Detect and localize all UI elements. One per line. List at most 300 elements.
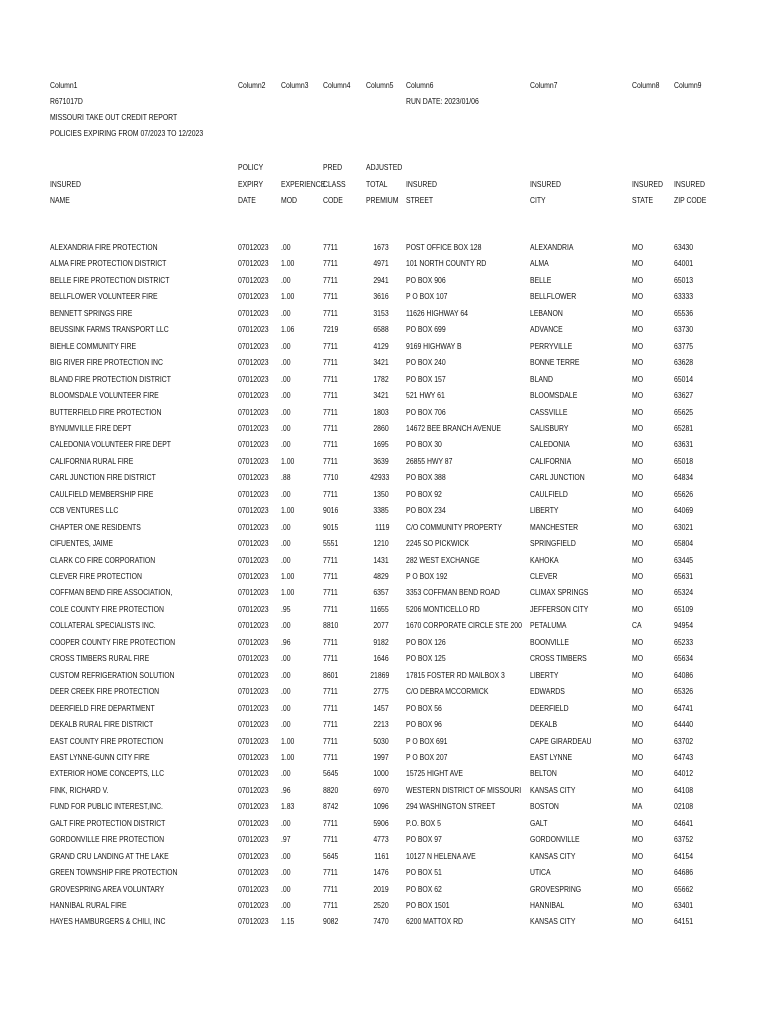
- cell-name: CHAPTER ONE RESIDENTS: [50, 521, 141, 532]
- cell-state: MO: [632, 735, 644, 746]
- cell-experience-mod: .00: [281, 669, 291, 680]
- cell-city: LIBERTY: [530, 505, 559, 516]
- cell-class-code: 7711: [323, 587, 338, 598]
- cell-street: PO BOX 62: [406, 883, 442, 894]
- cell-street: PO BOX 906: [406, 274, 446, 285]
- cell-street: 6200 MATTOX RD: [406, 916, 464, 927]
- cell-zip: 65634: [674, 653, 694, 664]
- cell-experience-mod: .00: [281, 883, 291, 894]
- cell-premium: 1096: [373, 801, 389, 812]
- cell-premium: 9182: [373, 636, 389, 647]
- cell-state: MO: [632, 357, 644, 368]
- cell-name: BLOOMSDALE VOLUNTEER FIRE: [50, 390, 159, 401]
- cell-premium: 6970: [373, 784, 389, 795]
- cell-city: GROVESPRING: [530, 883, 582, 894]
- column-header: Column6: [406, 80, 434, 90]
- cell-expiry-date: 07012023: [238, 751, 269, 762]
- field-header-premium: ADJUSTED: [366, 162, 403, 172]
- cell-city: CAPE GIRARDEAU: [530, 735, 592, 746]
- cell-name: CLEVER FIRE PROTECTION: [50, 571, 142, 581]
- cell-premium: 1673: [373, 242, 389, 252]
- cell-expiry-date: 07012023: [238, 390, 269, 401]
- cell-street: PO BOX 706: [406, 406, 446, 417]
- cell-premium: 3153: [373, 307, 389, 318]
- cell-class-code: 9082: [323, 916, 339, 927]
- cell-state: MO: [632, 521, 644, 532]
- cell-street: 2245 SO PICKWICK: [406, 538, 469, 549]
- cell-state: MO: [632, 390, 644, 401]
- cell-experience-mod: 1.15: [281, 916, 295, 927]
- cell-experience-mod: .00: [281, 686, 291, 697]
- cell-class-code: 7711: [323, 834, 338, 845]
- cell-expiry-date: 07012023: [238, 801, 269, 812]
- field-header-state: STATE: [632, 195, 654, 205]
- cell-expiry-date: 07012023: [238, 488, 269, 499]
- cell-street: PO BOX 51: [406, 867, 442, 878]
- cell-experience-mod: .00: [281, 653, 291, 664]
- cell-expiry-date: 07012023: [238, 406, 269, 417]
- cell-city: BELLE: [530, 274, 552, 285]
- cell-street: 282 WEST EXCHANGE: [406, 554, 480, 565]
- cell-zip: 02108: [674, 801, 694, 812]
- cell-expiry-date: 07012023: [238, 439, 269, 450]
- cell-experience-mod: .88: [281, 472, 291, 483]
- cell-zip: 64108: [674, 784, 694, 795]
- cell-name: DEKALB RURAL FIRE DISTRICT: [50, 719, 154, 730]
- cell-state: MO: [632, 686, 644, 697]
- cell-city: BLAND: [530, 373, 553, 384]
- cell-city: UTICA: [530, 867, 551, 878]
- cell-name: EAST COUNTY FIRE PROTECTION: [50, 735, 164, 746]
- cell-premium: 5906: [373, 817, 389, 828]
- cell-state: MO: [632, 291, 644, 302]
- cell-premium: 4829: [373, 571, 389, 581]
- cell-city: GORDONVILLE: [530, 834, 580, 845]
- cell-class-code: 8742: [323, 801, 339, 812]
- cell-class-code: 7711: [323, 406, 338, 417]
- cell-zip: 64001: [674, 258, 694, 269]
- cell-state: MO: [632, 669, 644, 680]
- cell-street: 521 HWY 61: [406, 390, 445, 401]
- cell-experience-mod: 1.06: [281, 324, 295, 335]
- cell-street: PO BOX 56: [406, 702, 442, 713]
- cell-street: PO BOX 1501: [406, 900, 450, 910]
- cell-expiry-date: 07012023: [238, 422, 269, 433]
- column-header: Column1: [50, 80, 78, 90]
- cell-city: PETALUMA: [530, 620, 567, 631]
- cell-name: BELLFLOWER VOLUNTEER FIRE: [50, 291, 158, 302]
- cell-zip: 65013: [674, 274, 694, 285]
- cell-name: CCB VENTURES LLC: [50, 505, 119, 516]
- cell-class-code: 5551: [323, 538, 339, 549]
- cell-street: PO BOX 157: [406, 373, 446, 384]
- cell-name: COOPER COUNTY FIRE PROTECTION: [50, 636, 176, 647]
- cell-state: MO: [632, 834, 644, 845]
- cell-name: CIFUENTES, JAIME: [50, 538, 113, 549]
- cell-premium: 3421: [373, 390, 389, 401]
- cell-city: CAULFIELD: [530, 488, 568, 499]
- cell-premium: 1782: [373, 373, 389, 384]
- cell-experience-mod: 1.00: [281, 291, 295, 302]
- cell-state: MO: [632, 916, 644, 927]
- cell-experience-mod: 1.00: [281, 735, 295, 746]
- cell-class-code: 7711: [323, 751, 338, 762]
- cell-city: ALMA: [530, 258, 549, 269]
- cell-city: EAST LYNNE: [530, 751, 573, 762]
- cell-street: 5206 MONTICELLO RD: [406, 603, 480, 614]
- cell-street: PO BOX 234: [406, 505, 446, 516]
- field-header-zip: INSURED: [674, 178, 705, 189]
- cell-city: KANSAS CITY: [530, 784, 576, 795]
- cell-zip: 63730: [674, 324, 694, 335]
- cell-premium: 42933: [369, 472, 389, 483]
- cell-class-code: 7711: [323, 422, 338, 433]
- cell-city: CLIMAX SPRINGS: [530, 587, 589, 598]
- cell-class-code: 7711: [323, 883, 338, 894]
- cell-premium: 3639: [373, 455, 389, 466]
- cell-zip: 63445: [674, 554, 694, 565]
- cell-expiry-date: 07012023: [238, 587, 269, 598]
- cell-experience-mod: .00: [281, 900, 291, 910]
- cell-experience-mod: .96: [281, 636, 291, 647]
- cell-premium: 11655: [370, 603, 389, 614]
- cell-state: MO: [632, 702, 644, 713]
- cell-name: BELLE FIRE PROTECTION DISTRICT: [50, 274, 170, 285]
- cell-expiry-date: 07012023: [238, 554, 269, 565]
- cell-zip: 65626: [674, 488, 694, 499]
- cell-class-code: 7219: [323, 324, 339, 335]
- cell-expiry-date: 07012023: [238, 883, 269, 894]
- cell-premium: 1000: [373, 768, 389, 779]
- cell-city: MANCHESTER: [530, 521, 579, 532]
- field-header-class-code: PRED: [323, 162, 343, 172]
- column-header: Column9: [674, 80, 702, 90]
- column-header: Column4: [323, 80, 351, 90]
- cell-expiry-date: 07012023: [238, 686, 269, 697]
- cell-class-code: 7711: [323, 603, 338, 614]
- cell-state: MO: [632, 324, 644, 335]
- cell-name: CALIFORNIA RURAL FIRE: [50, 455, 134, 466]
- cell-state: MO: [632, 472, 644, 483]
- cell-name: COFFMAN BEND FIRE ASSOCIATION,: [50, 587, 173, 598]
- cell-experience-mod: 1.83: [281, 801, 295, 812]
- cell-zip: 63702: [674, 735, 694, 746]
- cell-expiry-date: 07012023: [238, 603, 269, 614]
- cell-zip: 65233: [674, 636, 694, 647]
- cell-class-code: 7711: [323, 439, 338, 450]
- cell-zip: 64086: [674, 669, 694, 680]
- cell-city: SPRINGFIELD: [530, 538, 576, 549]
- cell-name: GRAND CRU LANDING AT THE LAKE: [50, 850, 169, 861]
- cell-state: MO: [632, 653, 644, 664]
- cell-city: PERRYVILLE: [530, 340, 573, 351]
- cell-premium: 2019: [373, 883, 389, 894]
- cell-class-code: 7711: [323, 291, 338, 302]
- cell-name: BUTTERFIELD FIRE PROTECTION: [50, 406, 162, 417]
- cell-zip: 65326: [674, 686, 694, 697]
- cell-class-code: 7711: [323, 900, 338, 910]
- cell-city: CROSS TIMBERS: [530, 653, 587, 664]
- cell-name: BLAND FIRE PROTECTION DISTRICT: [50, 373, 171, 384]
- field-header-name: INSURED: [50, 178, 81, 189]
- cell-expiry-date: 07012023: [238, 242, 269, 252]
- cell-zip: 63430: [674, 242, 694, 252]
- cell-zip: 64741: [674, 702, 694, 713]
- cell-city: JEFFERSON CITY: [530, 603, 589, 614]
- cell-zip: 65324: [674, 587, 694, 598]
- cell-premium: 7470: [373, 916, 389, 927]
- cell-state: MO: [632, 636, 644, 647]
- cell-class-code: 7711: [323, 274, 338, 285]
- cell-zip: 63628: [674, 357, 694, 368]
- cell-premium: 3616: [373, 291, 389, 302]
- cell-experience-mod: .00: [281, 768, 291, 779]
- cell-street: P O BOX 192: [406, 571, 448, 581]
- cell-expiry-date: 07012023: [238, 669, 269, 680]
- cell-class-code: 7710: [323, 472, 339, 483]
- cell-city: GALT: [530, 817, 548, 828]
- cell-expiry-date: 07012023: [238, 850, 269, 861]
- cell-experience-mod: .00: [281, 554, 291, 565]
- cell-street: PO BOX 30: [406, 439, 442, 450]
- cell-name: FINK, RICHARD V.: [50, 784, 109, 795]
- cell-state: MO: [632, 850, 644, 861]
- cell-street: PO BOX 699: [406, 324, 446, 335]
- cell-street: C/O COMMUNITY PROPERTY: [406, 521, 502, 532]
- cell-state: MO: [632, 768, 644, 779]
- cell-state: MO: [632, 488, 644, 499]
- cell-class-code: 9015: [323, 521, 339, 532]
- cell-experience-mod: 1.00: [281, 571, 295, 581]
- cell-zip: 64151: [674, 916, 694, 927]
- cell-state: MO: [632, 258, 644, 269]
- cell-expiry-date: 07012023: [238, 834, 269, 845]
- cell-zip: 65662: [674, 883, 694, 894]
- field-header-experience-mod: MOD: [281, 195, 298, 205]
- cell-street: 14672 BEE BRANCH AVENUE: [406, 422, 501, 433]
- column-header: Column5: [366, 80, 394, 90]
- cell-state: MO: [632, 883, 644, 894]
- report-subtitle: POLICIES EXPIRING FROM 07/2023 TO 12/2023: [50, 128, 204, 138]
- cell-class-code: 7711: [323, 258, 338, 269]
- cell-state: MO: [632, 373, 644, 384]
- cell-premium: 1476: [373, 867, 389, 878]
- cell-street: 294 WASHINGTON STREET: [406, 801, 496, 812]
- cell-zip: 63333: [674, 291, 694, 302]
- cell-expiry-date: 07012023: [238, 571, 269, 581]
- cell-name: CLARK CO FIRE CORPORATION: [50, 554, 156, 565]
- cell-premium: 4129: [373, 340, 389, 351]
- cell-zip: 63627: [674, 390, 694, 401]
- cell-class-code: 7711: [323, 702, 338, 713]
- cell-name: GORDONVILLE FIRE PROTECTION: [50, 834, 165, 845]
- cell-zip: 65281: [674, 422, 694, 433]
- cell-experience-mod: .00: [281, 307, 291, 318]
- cell-class-code: 5645: [323, 768, 339, 779]
- cell-class-code: 8601: [323, 669, 339, 680]
- cell-street: 1670 CORPORATE CIRCLE STE 200: [406, 620, 522, 631]
- cell-expiry-date: 07012023: [238, 274, 269, 285]
- cell-experience-mod: .97: [281, 834, 291, 845]
- cell-street: 26855 HWY 87: [406, 455, 453, 466]
- cell-class-code: 7711: [323, 719, 338, 730]
- cell-experience-mod: 1.00: [281, 751, 295, 762]
- cell-experience-mod: .00: [281, 406, 291, 417]
- cell-zip: 65625: [674, 406, 694, 417]
- cell-premium: 2941: [373, 274, 389, 285]
- field-header-premium: PREMIUM: [366, 195, 399, 205]
- cell-class-code: 7711: [323, 373, 338, 384]
- cell-experience-mod: .00: [281, 538, 291, 549]
- cell-premium: 2775: [373, 686, 389, 697]
- cell-state: MA: [632, 801, 643, 812]
- cell-expiry-date: 07012023: [238, 538, 269, 549]
- cell-zip: 64069: [674, 505, 694, 516]
- cell-premium: 3385: [373, 505, 389, 516]
- cell-premium: 1210: [373, 538, 389, 549]
- cell-state: MO: [632, 505, 644, 516]
- cell-class-code: 5645: [323, 850, 339, 861]
- cell-street: POST OFFICE BOX 128: [406, 242, 482, 252]
- cell-street: PO BOX 97: [406, 834, 442, 845]
- cell-expiry-date: 07012023: [238, 817, 269, 828]
- cell-street: PO BOX 96: [406, 719, 442, 730]
- cell-zip: 64012: [674, 768, 694, 779]
- cell-street: P O BOX 691: [406, 735, 448, 746]
- cell-premium: 2860: [373, 422, 389, 433]
- cell-expiry-date: 07012023: [238, 258, 269, 269]
- cell-zip: 64440: [674, 719, 694, 730]
- cell-expiry-date: 07012023: [238, 324, 269, 335]
- cell-class-code: 7711: [323, 817, 338, 828]
- cell-state: MO: [632, 406, 644, 417]
- cell-name: BYNUMVILLE FIRE DEPT: [50, 422, 132, 433]
- cell-street: 9169 HIGHWAY B: [406, 340, 462, 351]
- cell-city: CLEVER: [530, 571, 558, 581]
- cell-name: BIG RIVER FIRE PROTECTION INC: [50, 357, 163, 368]
- cell-name: GALT FIRE PROTECTION DISTRICT: [50, 817, 166, 828]
- cell-city: HANNIBAL: [530, 900, 565, 910]
- cell-premium: 2520: [373, 900, 389, 910]
- cell-state: MO: [632, 571, 644, 581]
- field-header-class-code: CODE: [323, 195, 343, 205]
- cell-city: CASSVILLE: [530, 406, 568, 417]
- cell-name: CARL JUNCTION FIRE DISTRICT: [50, 472, 156, 483]
- cell-street: PO BOX 126: [406, 636, 446, 647]
- cell-zip: 65631: [674, 571, 694, 581]
- cell-expiry-date: 07012023: [238, 653, 269, 664]
- cell-city: ADVANCE: [530, 324, 563, 335]
- cell-expiry-date: 07012023: [238, 455, 269, 466]
- cell-name: CROSS TIMBERS RURAL FIRE: [50, 653, 150, 664]
- cell-premium: 21869: [369, 669, 389, 680]
- cell-class-code: 7711: [323, 357, 338, 368]
- cell-state: MO: [632, 719, 644, 730]
- cell-zip: 63775: [674, 340, 694, 351]
- cell-experience-mod: .96: [281, 784, 291, 795]
- cell-experience-mod: .00: [281, 274, 291, 285]
- cell-class-code: 7711: [323, 340, 338, 351]
- cell-city: KANSAS CITY: [530, 916, 576, 927]
- cell-street: 101 NORTH COUNTY RD: [406, 258, 487, 269]
- cell-premium: 6357: [373, 587, 389, 598]
- cell-class-code: 7711: [323, 554, 338, 565]
- cell-class-code: 7711: [323, 735, 338, 746]
- cell-expiry-date: 07012023: [238, 784, 269, 795]
- cell-city: CALIFORNIA: [530, 455, 572, 466]
- cell-name: COLE COUNTY FIRE PROTECTION: [50, 603, 164, 614]
- cell-premium: 1350: [373, 488, 389, 499]
- cell-city: KAHOKA: [530, 554, 559, 565]
- cell-street: 11626 HIGHWAY 64: [406, 307, 468, 318]
- cell-state: MO: [632, 900, 644, 910]
- cell-expiry-date: 07012023: [238, 340, 269, 351]
- column-header: Column2: [238, 80, 266, 90]
- cell-name: HAYES HAMBURGERS & CHILI, INC: [50, 916, 166, 927]
- cell-street: PO BOX 92: [406, 488, 442, 499]
- cell-city: SALISBURY: [530, 422, 569, 433]
- cell-expiry-date: 07012023: [238, 916, 269, 927]
- cell-name: EXTERIOR HOME CONCEPTS, LLC: [50, 768, 165, 779]
- cell-name: CALEDONIA VOLUNTEER FIRE DEPT: [50, 439, 171, 450]
- cell-experience-mod: 1.00: [281, 587, 295, 598]
- cell-city: BELTON: [530, 768, 557, 779]
- cell-zip: 63752: [674, 834, 694, 845]
- cell-experience-mod: .00: [281, 521, 291, 532]
- field-header-expiry-date: POLICY: [238, 162, 264, 172]
- cell-experience-mod: .00: [281, 620, 291, 631]
- cell-name: DEER CREEK FIRE PROTECTION: [50, 686, 160, 697]
- cell-expiry-date: 07012023: [238, 620, 269, 631]
- cell-state: MO: [632, 603, 644, 614]
- cell-state: MO: [632, 554, 644, 565]
- cell-expiry-date: 07012023: [238, 702, 269, 713]
- cell-state: MO: [632, 422, 644, 433]
- cell-name: HANNIBAL RURAL FIRE: [50, 900, 127, 910]
- cell-street: P O BOX 207: [406, 751, 448, 762]
- cell-state: MO: [632, 817, 644, 828]
- cell-street: 10127 N HELENA AVE: [406, 850, 476, 861]
- cell-name: ALEXANDRIA FIRE PROTECTION: [50, 242, 158, 252]
- cell-zip: 65536: [674, 307, 694, 318]
- cell-zip: 65014: [674, 373, 694, 384]
- cell-name: GREEN TOWNSHIP FIRE PROTECTION: [50, 867, 178, 878]
- cell-premium: 3421: [373, 357, 389, 368]
- cell-state: MO: [632, 587, 644, 598]
- cell-street: PO BOX 388: [406, 472, 446, 483]
- cell-experience-mod: .00: [281, 373, 291, 384]
- cell-experience-mod: .95: [281, 603, 291, 614]
- cell-class-code: 7711: [323, 867, 338, 878]
- cell-city: BLOOMSDALE: [530, 390, 578, 401]
- cell-expiry-date: 07012023: [238, 719, 269, 730]
- cell-city: BOSTON: [530, 801, 559, 812]
- cell-street: C/O DEBRA MCCORMICK: [406, 686, 489, 697]
- cell-expiry-date: 07012023: [238, 768, 269, 779]
- cell-street: P.O. BOX 5: [406, 817, 441, 828]
- cell-city: BELLFLOWER: [530, 291, 577, 302]
- cell-premium: 2077: [373, 620, 389, 631]
- cell-premium: 1997: [373, 751, 389, 762]
- cell-city: BONNE TERRE: [530, 357, 580, 368]
- cell-premium: 4971: [373, 258, 389, 269]
- field-header-class-code: CLASS: [323, 178, 346, 189]
- field-header-street: INSURED: [406, 178, 437, 189]
- field-header-expiry-date: EXPIRY: [238, 178, 264, 189]
- cell-experience-mod: .00: [281, 867, 291, 878]
- cell-name: EAST LYNNE-GUNN CITY FIRE: [50, 751, 150, 762]
- cell-expiry-date: 07012023: [238, 900, 269, 910]
